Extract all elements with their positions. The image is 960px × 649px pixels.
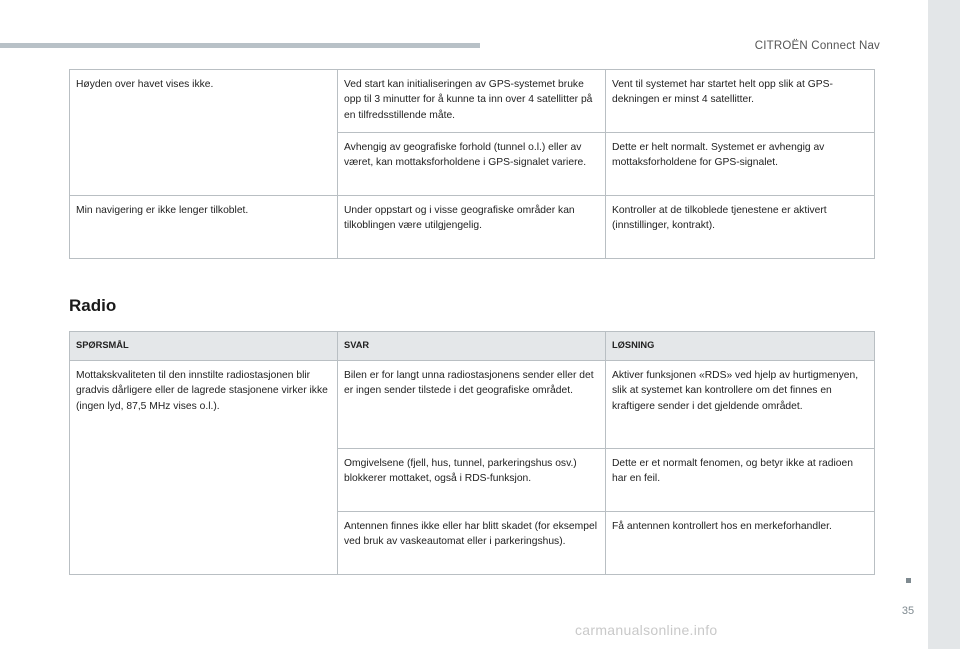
solution-cell: Kontroller at de tilkoblede tjenestene er aktivert (innstillinger, kontrakt).: [606, 196, 875, 259]
header-accent-bar: [0, 43, 480, 48]
radio-troubleshooting-table: [69, 331, 875, 575]
page-end-marker: [906, 578, 911, 583]
watermark: carmanualsonline.info: [575, 622, 718, 638]
solution-cell: Dette er helt normalt. Systemet er avhengig av mottaksforholdene for GPS-signalet.: [606, 133, 875, 196]
column-header-question: SPØRSMÅL: [70, 332, 338, 361]
column-header-solution: LØSNING: [606, 332, 875, 361]
section-title-radio: Radio: [69, 296, 117, 315]
table-header-row: [70, 332, 875, 361]
question-cell: Min navigering er ikke lenger tilkoblet.: [70, 196, 338, 259]
answer-cell: Ved start kan initialiseringen av GPS-systemet bruke opp til 3 minutter for å kunne ta inn over 4 satellitter på en tilfredsstillende måte.: [338, 70, 606, 133]
table-row: [70, 360, 875, 448]
answer-cell: Avhengig av geografiske forhold (tunnel o.l.) eller av været, kan mottaksforholdene i GPS-signalet variere.: [338, 133, 606, 196]
answer-cell: Omgivelsene (fjell, hus, tunnel, parkeringshus osv.) blokkerer mottaket, også i RDS-funksjon.: [338, 448, 606, 511]
answer-cell: Antennen finnes ikke eller har blitt skadet (for eksempel ved bruk av vaskeautomat eller i parkeringshus).: [338, 511, 606, 574]
table-row: [70, 196, 875, 259]
solution-cell: Dette er et normalt fenomen, og betyr ikke at radioen har en feil.: [606, 448, 875, 511]
solution-cell: Vent til systemet har startet helt opp slik at GPS-dekningen er minst 4 satellitter.: [606, 70, 875, 133]
question-cell: Mottakskvaliteten til den innstilte radiostasjonen blir gradvis dårligere eller de lagrede stasjonene virker ikke (ingen lyd, 87,5 MHz vises o.l.).: [70, 360, 338, 574]
answer-cell: Under oppstart og i visse geografiske områder kan tilkoblingen være utilgjengelig.: [338, 196, 606, 259]
page-number: 35: [901, 605, 915, 617]
answer-cell: Bilen er for langt unna radiostasjonens sender eller det er ingen sender tilstede i det geografiske området.: [338, 360, 606, 448]
solution-cell: Aktiver funksjonen «RDS» ved hjelp av hurtigmenyen, slik at systemet kan kontrollere om det finnes en kraftigere sender i det gjeldende området.: [606, 360, 875, 448]
page-edge-sidebar: [928, 0, 960, 649]
solution-cell: Få antennen kontrollert hos en merkeforhandler.: [606, 511, 875, 574]
header-title: CITROËN Connect Nav: [754, 40, 880, 52]
column-header-answer: SVAR: [338, 332, 606, 361]
gps-troubleshooting-table: [69, 69, 875, 259]
table-row: [70, 70, 875, 133]
question-cell: Høyden over havet vises ikke.: [70, 70, 338, 196]
